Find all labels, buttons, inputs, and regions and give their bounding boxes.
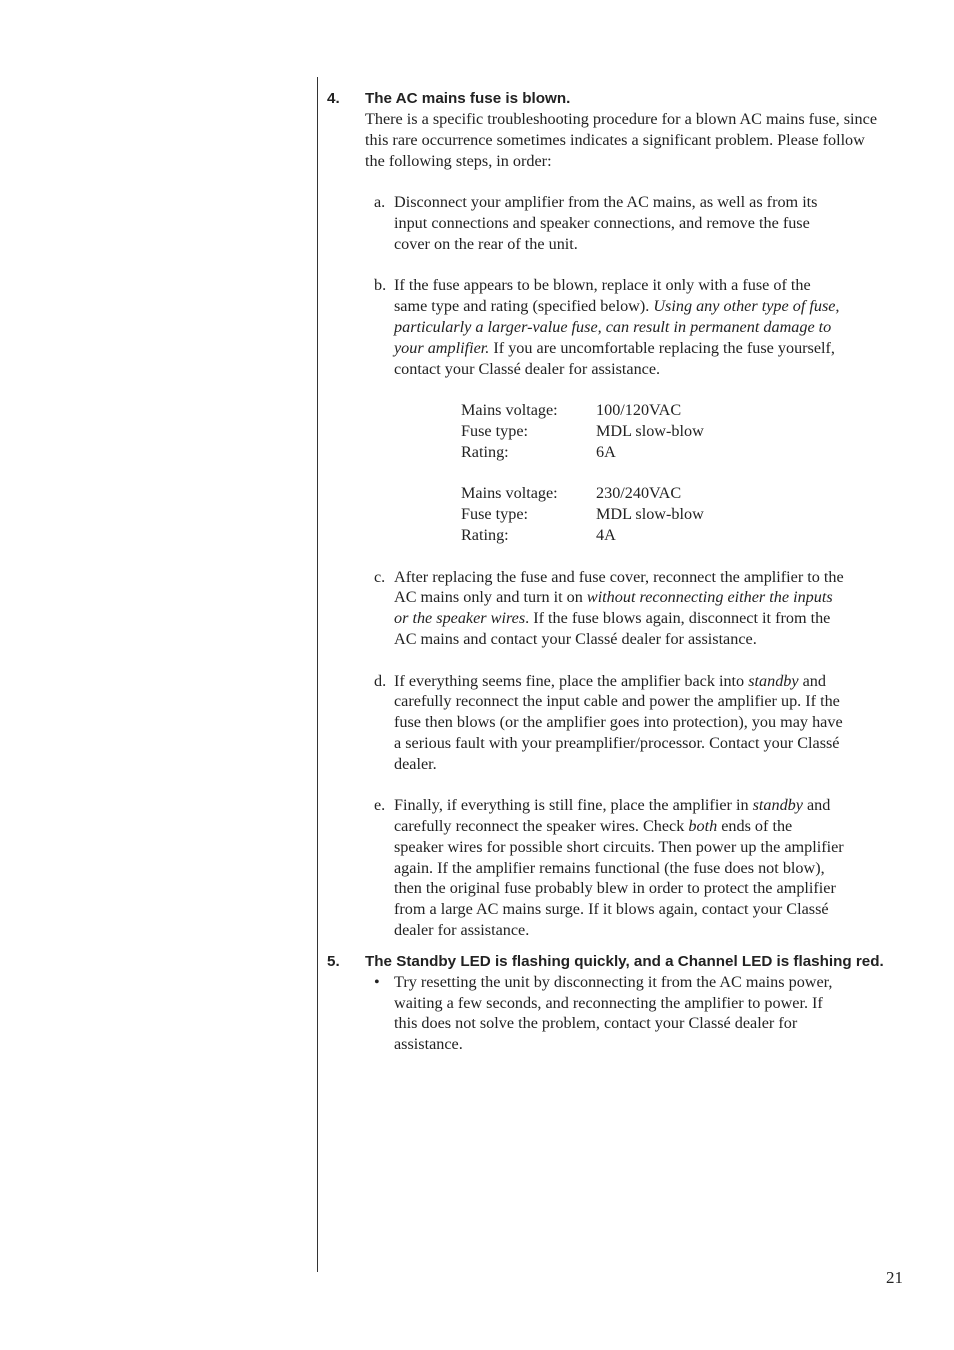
section-5-heading — [327, 951, 887, 972]
step-a — [374, 192, 844, 254]
step-b-warning: Using any other type of fuse, particularly a larger-value fuse, can result in permanent damage to your amplifier. — [394, 297, 840, 357]
step-c-emphasis: without reconnecting either the inputs or the speaker wires — [394, 588, 833, 628]
spec-voltage-value: 100/120VAC — [596, 401, 682, 420]
fuse-spec-table-1 — [461, 400, 887, 462]
step-b — [374, 275, 844, 379]
spec-type-label: Fuse type: — [461, 505, 528, 524]
spec-rating-label: Rating: — [461, 525, 509, 544]
spec-type-label: Fuse type: — [461, 421, 528, 440]
step-c-label: c. — [374, 567, 386, 586]
step-b-text: If the fuse appears to be blown, replace it only with a fuse of the same type and rating (specified below). Using any other type of fuse, particularly a larger-value fuse, can result in permanent damage to your amplifier. If you are uncomfortable replacing the fuse yourself, contact your Classé dealer for assistance. — [394, 276, 840, 378]
spec-rating-label: Rating: — [461, 442, 509, 461]
step-e-emphasis-both: both — [688, 817, 718, 836]
page-content — [327, 88, 887, 1055]
step-c-text: After replacing the fuse and fuse cover, reconnect the amplifier to the AC mains only and turn it on without reconnecting either the inputs or the speaker wires. If the fuse blows again, disconnect it from the AC mains and contact your Classé dealer for assistance. — [394, 567, 844, 648]
step-b-label: b. — [374, 276, 387, 295]
section-4-intro: There is a specific troubleshooting procedure for a blown AC mains fuse, since this rare occurrence sometimes indicates a significant problem. Please follow the following steps, in order: — [365, 110, 878, 170]
spec-voltage-value: 230/240VAC — [596, 484, 682, 503]
margin-rule — [317, 77, 318, 1272]
page-number: 21 — [886, 1268, 903, 1287]
section-4-title: The AC mains fuse is blown. — [365, 90, 571, 107]
step-d — [374, 671, 844, 775]
step-e-label: e. — [374, 796, 386, 815]
step-e — [374, 795, 844, 941]
section-5-bullet-text: Try resetting the unit by disconnecting it from the AC mains power, waiting a few seconds, and reconnecting the amplifier to power. If this does not solve the problem, contact your Classé dealer for assistance. — [394, 972, 833, 1054]
step-d-label: d. — [374, 671, 387, 690]
spec-type-value: MDL slow-blow — [596, 505, 704, 524]
section-5-number: 5. — [327, 952, 340, 970]
section-5-title: The Standby LED is flashing quickly, and a Channel LED is flashing red. — [365, 952, 884, 970]
step-d-text: If everything seems fine, place the amplifier back into standby and carefully reconnect the input cable and power the amplifier up. If the fuse then blows (or the amplifier goes into protection), you may have a serious fault with your preamplifier/processor. Contact your Classé dealer. — [394, 671, 843, 773]
step-e-text: Finally, if everything is still fine, place the amplifier in standby and carefully reconnect the speaker wires. Check both ends of the speaker wires for possible short circuits. Then power up the amplifier again. If the amplifier remains functional (the fuse does not blow), then the original fuse probably blew in order to protect the amplifier from a large AC mains surge. If it blows again, contact your Classé dealer for assistance. — [394, 796, 844, 940]
section-4-number: 4. — [327, 90, 340, 107]
step-c — [374, 567, 844, 650]
step-d-emphasis: standby — [748, 671, 799, 690]
bullet-icon: • — [374, 972, 380, 991]
fuse-spec-table-2 — [461, 483, 887, 545]
step-a-text: Disconnect your amplifier from the AC mains, as well as from its input connections and speaker connections, and remove the fuse cover on the rear of the unit. — [394, 193, 818, 253]
spec-rating-value: 4A — [596, 525, 616, 544]
step-a-label: a. — [374, 193, 386, 212]
spec-voltage-label: Mains voltage: — [461, 401, 558, 420]
spec-voltage-label: Mains voltage: — [461, 484, 558, 503]
section-4-heading — [327, 88, 887, 109]
spec-rating-value: 6A — [596, 442, 616, 461]
step-e-emphasis-standby: standby — [752, 796, 803, 815]
section-5-bullet — [374, 972, 844, 1055]
spec-type-value: MDL slow-blow — [596, 421, 704, 440]
